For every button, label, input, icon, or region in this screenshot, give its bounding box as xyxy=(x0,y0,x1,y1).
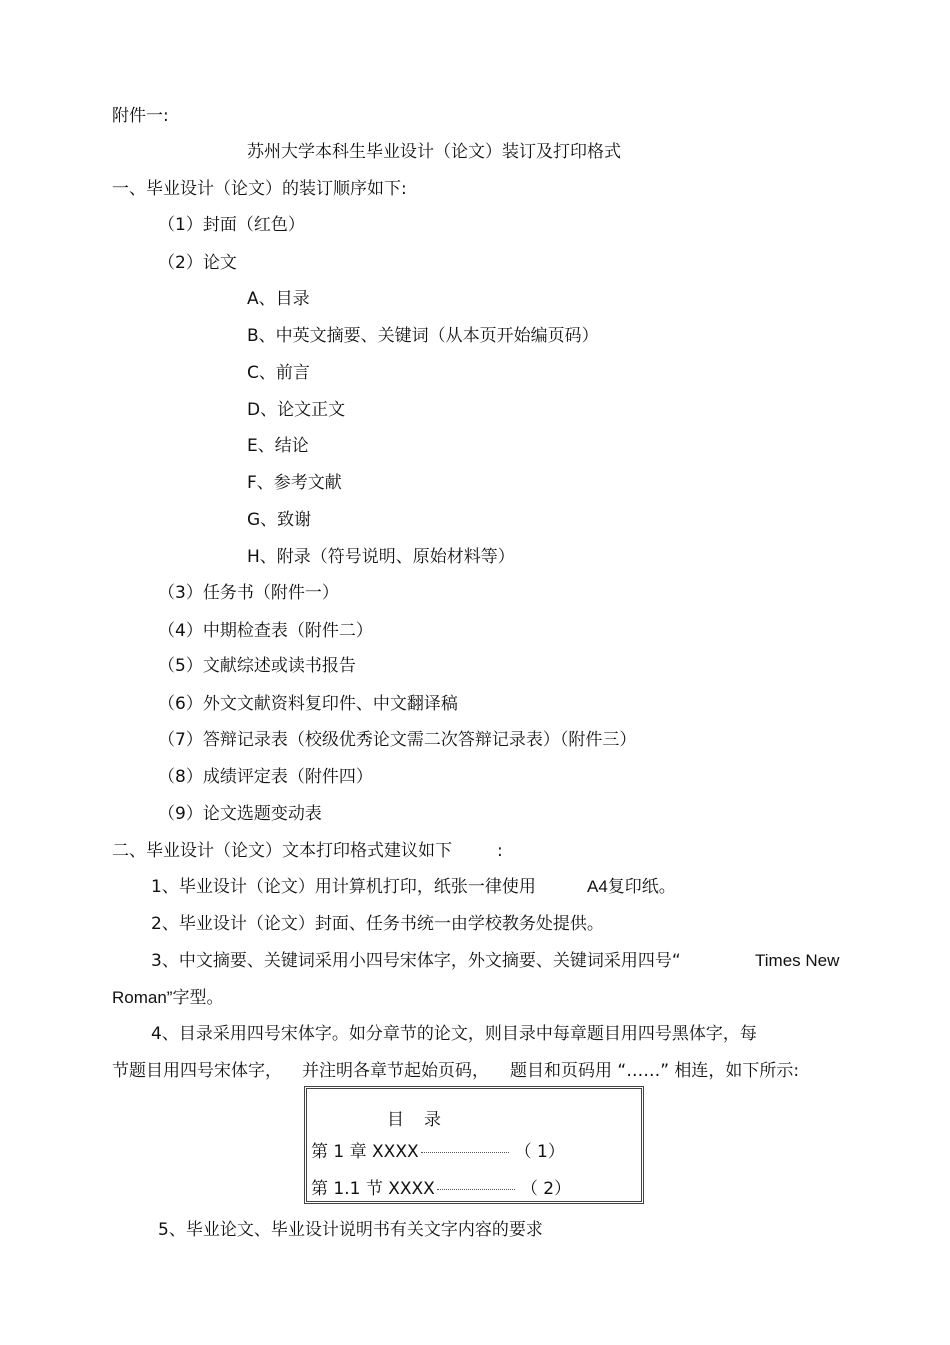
format-rule-3-font: Times New xyxy=(755,951,840,970)
thesis-subitem-b: B、中英文摘要、关键词（从本页开始编页码） xyxy=(247,326,599,346)
format-rule-4-cont-c: 题目和页码用 “……” 相连，如下所示: xyxy=(510,1061,800,1081)
toc-example-row-chapter xyxy=(311,1141,565,1163)
order-item-4: （4）中期检查表（附件二） xyxy=(158,621,373,641)
order-item-2: （2）论文 xyxy=(158,253,237,273)
thesis-subitem-a: A、目录 xyxy=(247,289,310,309)
thesis-subitem-d: D、论文正文 xyxy=(247,400,346,420)
toc-row-page: （ 1） xyxy=(514,1142,565,1162)
format-rule-2: 2、毕业设计（论文）封面、任务书统一由学校教务处提供。 xyxy=(151,914,604,934)
section2-heading: 二、毕业设计（论文）文本打印格式建议如下 xyxy=(112,841,452,861)
attachment-label: 附件一: xyxy=(112,106,169,126)
order-item-7: （7）答辩记录表（校级优秀论文需二次答辩记录表）（附件三） xyxy=(158,730,637,750)
order-item-5: （5）文献综述或读书报告 xyxy=(158,656,356,676)
order-item-3: （3）任务书（附件一） xyxy=(158,583,339,603)
section1-heading: 一、毕业设计（论文）的装订顺序如下: xyxy=(112,179,407,199)
order-item-9: （9）论文选题变动表 xyxy=(158,804,322,824)
format-rule-4-cont-b: 并注明各章节起始页码， xyxy=(302,1061,489,1081)
order-item-1: （1）封面（红色） xyxy=(158,215,305,235)
toc-row-label: 第 1.1 节 XXXX xyxy=(311,1179,435,1199)
toc-row-page: （ 2） xyxy=(520,1179,572,1199)
toc-leader-dots xyxy=(421,1151,509,1153)
format-rule-3-tail: Roman”字型。 xyxy=(112,988,224,1007)
format-rule-3: 3、中文摘要、关键词采用小四号宋体字，外文摘要、关键词采用四号“ xyxy=(151,951,681,971)
thesis-subitem-c: C、前言 xyxy=(247,363,310,383)
format-rule-1-paper: A4复印纸。 xyxy=(587,877,676,896)
thesis-subitem-g: G、致谢 xyxy=(247,510,312,530)
order-item-8: （8）成绩评定表（附件四） xyxy=(158,767,373,787)
thesis-subitem-f: F、参考文献 xyxy=(247,473,342,493)
thesis-subitem-e: E、结论 xyxy=(247,436,309,456)
toc-example-row-section xyxy=(311,1178,571,1200)
format-rule-1: 1、毕业设计（论文）用计算机打印，纸张一律使用 xyxy=(151,877,536,897)
format-rule-4-cont-a: 节题目用四号宋体字， xyxy=(112,1061,282,1081)
thesis-subitem-h: H、附录（符号说明、原始材料等） xyxy=(247,547,515,567)
toc-row-label: 第 1 章 XXXX xyxy=(311,1142,419,1162)
order-item-6: （6）外文文献资料复印件、中文翻译稿 xyxy=(158,694,458,714)
section2-heading-colon: : xyxy=(497,841,503,861)
toc-example-title: 目录 xyxy=(387,1110,461,1130)
toc-example-box xyxy=(304,1086,644,1204)
toc-leader-dots xyxy=(437,1188,515,1190)
doc-title: 苏州大学本科生毕业设计（论文）装订及打印格式 xyxy=(247,142,621,162)
format-rule-4: 4、目录采用四号宋体字。如分章节的论文，则目录中每章题目用四号黑体字，每 xyxy=(151,1024,757,1044)
format-rule-5: 5、毕业论文、毕业设计说明书有关文字内容的要求 xyxy=(158,1220,543,1240)
